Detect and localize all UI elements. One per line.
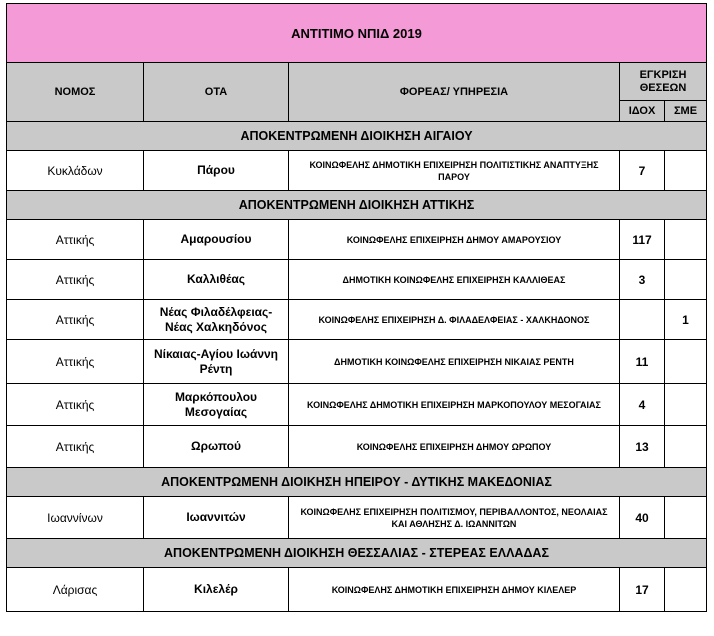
nomos-cell: Αττικής bbox=[7, 426, 144, 468]
nomos-cell: Κυκλάδων bbox=[7, 151, 144, 191]
foreas-cell: ΚΟΙΝΩΦΕΛΗΣ ΔΗΜΟΤΙΚΗ ΕΠΙΧΕΙΡΗΣΗ ΜΑΡΚΟΠΟΥΛΟΥ ΜΕΣΟΓΑΙΑΣ bbox=[289, 384, 620, 426]
table-row bbox=[7, 220, 707, 260]
header-idox: ΙΔΟΧ bbox=[620, 101, 665, 122]
nomos-cell: Αττικής bbox=[7, 220, 144, 260]
ota-cell: Ωρωπού bbox=[144, 426, 289, 468]
approval-table bbox=[6, 3, 707, 612]
document-title: ΑΝΤΙΤΙΜΟ ΝΠΙΔ 2019 bbox=[7, 4, 707, 63]
table-row bbox=[7, 426, 707, 468]
foreas-cell: ΚΟΙΝΩΦΕΛΗΣ ΕΠΙΧΕΙΡΗΣΗ ΔΗΜΟΥ ΩΡΩΠΟΥ bbox=[289, 426, 620, 468]
table-row bbox=[7, 497, 707, 539]
header-row bbox=[7, 63, 707, 101]
ota-cell: Μαρκόπουλου Μεσογαίας bbox=[144, 384, 289, 426]
sme-cell bbox=[665, 340, 707, 384]
region-title: ΑΠΟΚΕΝΤΡΩΜΕΝΗ ΔΙΟΙΚΗΣΗ ΑΤΤΙΚΗΣ bbox=[7, 191, 707, 220]
nomos-cell: Αττικής bbox=[7, 340, 144, 384]
sme-cell bbox=[665, 220, 707, 260]
idox-cell: 40 bbox=[620, 497, 665, 539]
foreas-cell: ΚΟΙΝΩΦΕΛΗΣ ΕΠΙΧΕΙΡΗΣΗ ΔΗΜΟΥ ΑΜΑΡΟΥΣΙΟΥ bbox=[289, 220, 620, 260]
ota-cell: Νέας Φιλαδέλφειας-Νέας Χαλκηδόνος bbox=[144, 300, 289, 340]
region-title: ΑΠΟΚΕΝΤΡΩΜΕΝΗ ΔΙΟΙΚΗΣΗ ΗΠΕΙΡΟΥ - ΔΥΤΙΚΗΣ ΜΑΚΕΔΟΝΙΑΣ bbox=[7, 468, 707, 497]
idox-cell: 117 bbox=[620, 220, 665, 260]
region-row bbox=[7, 468, 707, 497]
sme-cell: 1 bbox=[665, 300, 707, 340]
region-row bbox=[7, 539, 707, 568]
header-egkrisi: ΕΓΚΡΙΣΗ ΘΕΣΕΩΝ bbox=[620, 63, 707, 101]
header-foreas: ΦΟΡΕΑΣ/ ΥΠΗΡΕΣΙΑ bbox=[289, 63, 620, 122]
nomos-cell: Λάρισας bbox=[7, 568, 144, 612]
nomos-cell: Αττικής bbox=[7, 260, 144, 300]
foreas-cell: ΚΟΙΝΩΦΕΛΗΣ ΕΠΙΧΕΙΡΗΣΗ ΠΟΛΙΤΙΣΜΟΥ, ΠΕΡΙΒΑΛΛΟΝΤΟΣ, ΝΕΟΛΑΙΑΣ ΚΑΙ ΑΘΛΗΣΗΣ Δ. ΙΩΑΝΝΙΤΩΝ bbox=[289, 497, 620, 539]
sme-cell bbox=[665, 384, 707, 426]
foreas-cell: ΚΟΙΝΩΦΕΛΗΣ ΔΗΜΟΤΙΚΗ ΕΠΙΧΕΙΡΗΣΗ ΔΗΜΟΥ ΚΙΛΕΛΕΡ bbox=[289, 568, 620, 612]
sme-cell bbox=[665, 151, 707, 191]
sme-cell bbox=[665, 426, 707, 468]
foreas-cell: ΚΟΙΝΩΦΕΛΗΣ ΔΗΜΟΤΙΚΗ ΕΠΙΧΕΙΡΗΣΗ ΠΟΛΙΤΙΣΤΙΚΗΣ ΑΝΑΠΤΥΞΗΣ ΠΑΡΟΥ bbox=[289, 151, 620, 191]
idox-cell: 7 bbox=[620, 151, 665, 191]
foreas-cell: ΔΗΜΟΤΙΚΗ ΚΟΙΝΩΦΕΛΗΣ ΕΠΙΧΕΙΡΗΣΗ ΚΑΛΛΙΘΕΑΣ bbox=[289, 260, 620, 300]
idox-cell bbox=[620, 300, 665, 340]
table-row bbox=[7, 300, 707, 340]
region-row bbox=[7, 122, 707, 151]
sme-cell bbox=[665, 568, 707, 612]
header-ota: ΟΤΑ bbox=[144, 63, 289, 122]
table-row bbox=[7, 260, 707, 300]
ota-cell: Πάρου bbox=[144, 151, 289, 191]
sme-cell bbox=[665, 497, 707, 539]
foreas-cell: ΔΗΜΟΤΙΚΗ ΚΟΙΝΩΦΕΛΗΣ ΕΠΙΧΕΙΡΗΣΗ ΝΙΚΑΙΑΣ ΡΕΝΤΗ bbox=[289, 340, 620, 384]
idox-cell: 3 bbox=[620, 260, 665, 300]
nomos-cell: Αττικής bbox=[7, 384, 144, 426]
table-row bbox=[7, 384, 707, 426]
table-row bbox=[7, 340, 707, 384]
header-sme: ΣΜΕ bbox=[665, 101, 707, 122]
sme-cell bbox=[665, 260, 707, 300]
title-row bbox=[7, 4, 707, 63]
ota-cell: Ιωαννιτών bbox=[144, 497, 289, 539]
ota-cell: Αμαρουσίου bbox=[144, 220, 289, 260]
header-nomos: ΝΟΜΟΣ bbox=[7, 63, 144, 122]
idox-cell: 17 bbox=[620, 568, 665, 612]
region-title: ΑΠΟΚΕΝΤΡΩΜΕΝΗ ΔΙΟΙΚΗΣΗ ΑΙΓΑΙΟΥ bbox=[7, 122, 707, 151]
table-row bbox=[7, 568, 707, 612]
ota-cell: Κιλελέρ bbox=[144, 568, 289, 612]
region-title: ΑΠΟΚΕΝΤΡΩΜΕΝΗ ΔΙΟΙΚΗΣΗ ΘΕΣΣΑΛΙΑΣ - ΣΤΕΡΕΑΣ ΕΛΛΑΔΑΣ bbox=[7, 539, 707, 568]
idox-cell: 11 bbox=[620, 340, 665, 384]
idox-cell: 4 bbox=[620, 384, 665, 426]
foreas-cell: ΚΟΙΝΩΦΕΛΗΣ ΕΠΙΧΕΙΡΗΣΗ Δ. ΦΙΛΑΔΕΛΦΕΙΑΣ - ΧΑΛΚΗΔΟΝΟΣ bbox=[289, 300, 620, 340]
nomos-cell: Ιωαννίνων bbox=[7, 497, 144, 539]
nomos-cell: Αττικής bbox=[7, 300, 144, 340]
ota-cell: Καλλιθέας bbox=[144, 260, 289, 300]
region-row bbox=[7, 191, 707, 220]
idox-cell: 13 bbox=[620, 426, 665, 468]
table-row bbox=[7, 151, 707, 191]
ota-cell: Νίκαιας-Αγίου Ιωάννη Ρέντη bbox=[144, 340, 289, 384]
